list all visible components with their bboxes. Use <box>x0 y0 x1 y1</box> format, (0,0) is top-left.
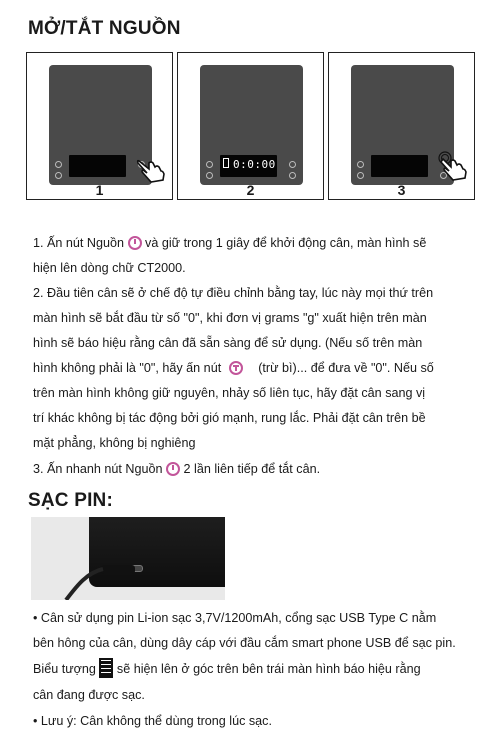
step-text: và giữ trong 1 giây để khởi động cân, màn hình sẽ <box>145 236 427 250</box>
step-text: (trừ bì)... để đưa về "0". Nếu số <box>258 361 434 375</box>
step-text: 2 lần liên tiếp để tắt cân. <box>183 462 321 476</box>
unit-button-icon <box>289 172 296 179</box>
step-1-line-2: hiện lên dòng chữ CT2000. <box>33 261 186 275</box>
charge-text: sẽ hiện lên ở góc trên bên trái màn hình báo hiệu rằng <box>116 662 421 676</box>
tare-button-icon <box>289 161 296 168</box>
step-panel-1 <box>26 52 173 200</box>
scale-display <box>371 155 428 177</box>
charge-heading: SẠC PIN: <box>28 490 113 511</box>
power-button-icon <box>55 161 62 168</box>
scale-display <box>220 155 277 177</box>
power-icon <box>128 236 142 250</box>
charge-note: • Lưu ý: Cân không thể dùng trong lúc sạc. <box>33 714 272 728</box>
step-3-line-1 <box>33 458 473 480</box>
step-text: hình không phải là "0", hãy ấn nút <box>33 361 222 375</box>
step-2-line-3: hình sẽ báo hiệu rằng cân đã sẵn sàng để sử dụng. (Nếu số trên màn <box>33 336 423 350</box>
charge-line-3 <box>33 658 473 680</box>
panel-label: 2 <box>246 182 255 198</box>
step-panel-2 <box>177 52 324 200</box>
charge-line-1: • Cân sử dụng pin Li-ion sạc 3,7V/1200mAh, cổng sạc USB Type C nằm <box>33 611 437 625</box>
tare-icon <box>229 361 243 375</box>
step-2-line-2: màn hình sẽ bắt đầu từ số "0", khi đơn vị grams "g" xuất hiện trên màn <box>33 311 427 325</box>
panel-label: 3 <box>397 182 406 198</box>
charge-line-2: bên hông của cân, dùng dây cáp với đầu cắm smart phone USB để sạc pin. <box>33 636 456 650</box>
power-heading: MỞ/TẮT NGUỒN <box>28 18 181 39</box>
step-2-line-1: 2. Đầu tiên cân sẽ ở chế độ tự điều chỉnh bằng tay, lúc này mọi thứ trên <box>33 286 434 300</box>
step-2-line-6: trí khác không bị tác động bởi gió mạnh, rung lắc. Phải đặt cân trên bề <box>33 411 426 425</box>
power-button-icon <box>206 161 213 168</box>
step-text: 3. Ấn nhanh nút Nguồn <box>33 462 163 476</box>
step-2-line-4 <box>33 357 473 379</box>
step-text: 1. Ấn nút Nguồn <box>33 236 125 250</box>
charge-text: Biểu tượng <box>33 662 96 676</box>
step-panel-3 <box>328 52 475 200</box>
scale-display <box>69 155 126 177</box>
power-button-icon <box>357 161 364 168</box>
step-1-line-1 <box>33 232 473 254</box>
step-2-line-5: trên màn hình không giữ nguyên, nhảy số liên tục, hãy đặt cân sang vị <box>33 386 426 400</box>
scale-image <box>200 65 303 185</box>
power-icon <box>166 462 180 476</box>
pointing-hand-icon <box>437 151 469 181</box>
charging-photo <box>31 517 225 600</box>
charge-line-4: cân đang được sạc. <box>33 688 145 702</box>
step-2-line-7: mặt phẳng, không bị nghiêng <box>33 436 196 450</box>
panel-label: 1 <box>95 182 104 198</box>
display-readout: 0:0:00 <box>233 158 276 171</box>
mode-button-icon <box>206 172 213 179</box>
mode-button-icon <box>55 172 62 179</box>
battery-icon <box>99 658 113 678</box>
mode-button-icon <box>357 172 364 179</box>
usb-cable-image <box>31 517 225 600</box>
pointing-hand-icon <box>135 153 167 183</box>
battery-indicator-icon <box>223 158 229 168</box>
